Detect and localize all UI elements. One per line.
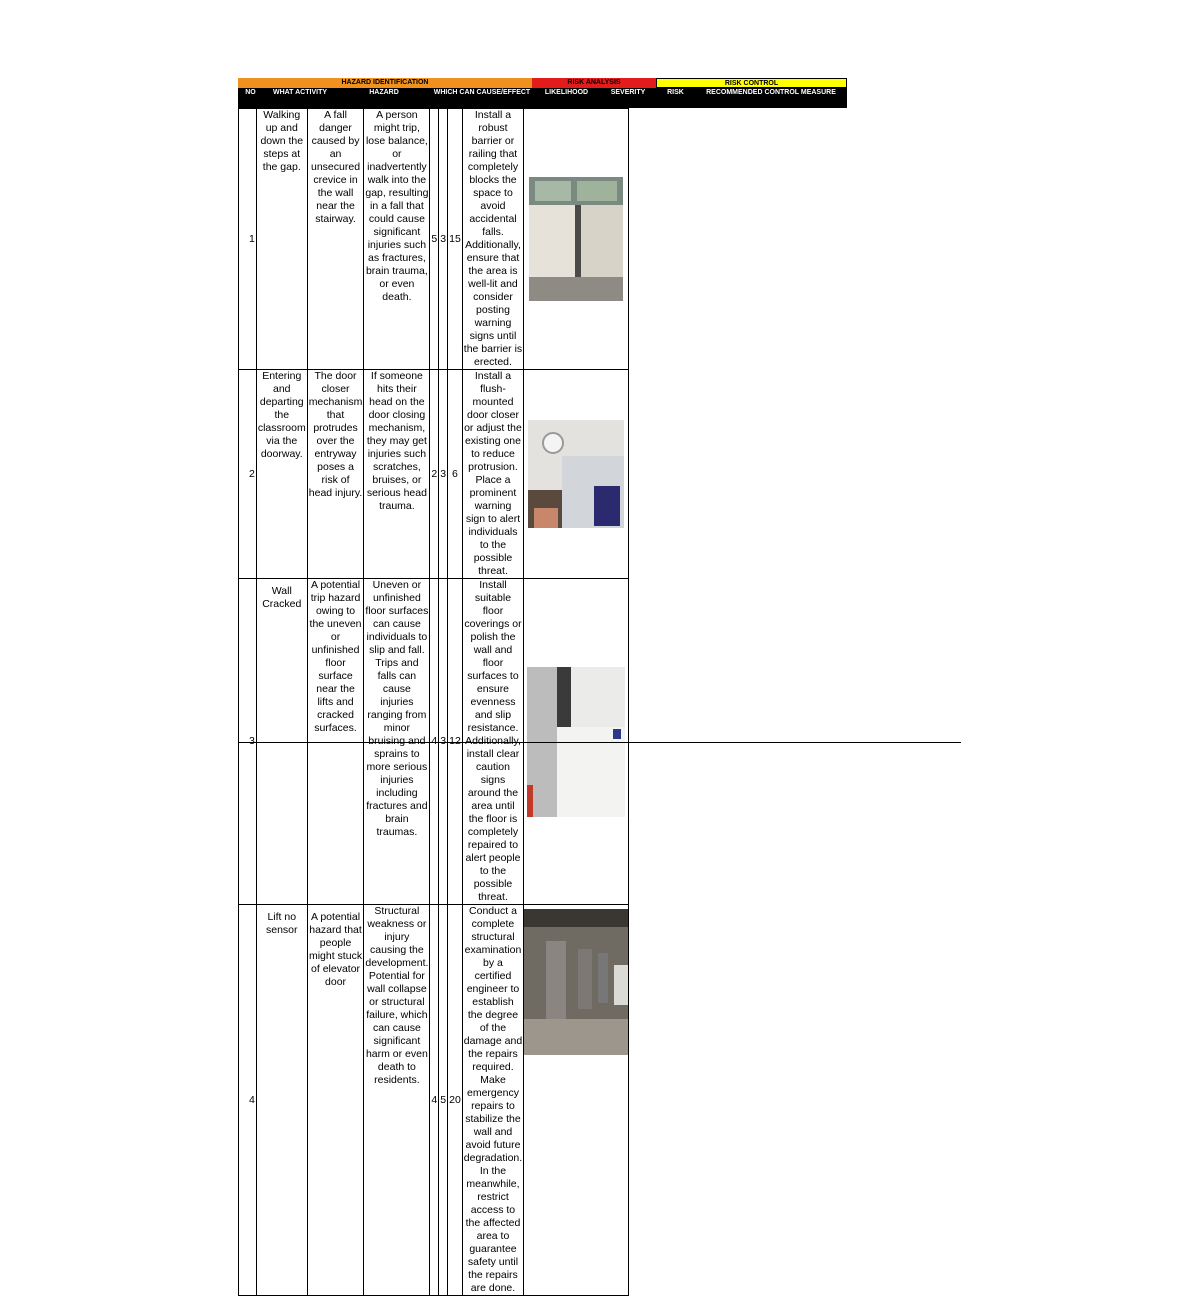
header-risk: RISK	[667, 89, 684, 96]
hazard-cell: A potential hazard that people might stuck of elevator door	[307, 905, 364, 1296]
photo-cell	[524, 370, 629, 579]
severity-cell: 5	[439, 905, 448, 1296]
likelihood-cell: 4	[430, 579, 439, 905]
activity-cell: Entering and departing the classroom via the doorway.	[256, 370, 307, 579]
cause-cell: If someone hits their head on the door closing mechanism, they may get injuries such scratches, bruises, or serious head trauma.	[364, 370, 430, 579]
table-row	[239, 109, 629, 370]
likelihood-cell: 5	[430, 109, 439, 370]
measure-cell: Install a robust barrier or railing that completely blocks the space to avoid accidental falls. Additionally, ensure that the area is well-lit and consider posting warning signs until the barrier is erected.	[463, 109, 523, 368]
hazard-cell: The door closer mechanism that protrudes over the entryway poses a risk of head injury.	[307, 370, 364, 579]
row-number: 2	[239, 370, 257, 579]
cause-cell: Uneven or unfinished floor surfaces can cause individuals to slip and fall. Trips and falls can cause injuries ranging from minor bruising and sprains to more serious injuries including fractures and brain traumas.	[364, 579, 430, 905]
cause-cell: Structural weakness or injury causing the development. Potential for wall collapse or structural failure, which can cause significant harm or even death to residents.	[364, 905, 430, 1296]
table-tail-edge	[238, 742, 961, 745]
risk-control-group: RISK CONTROL	[656, 78, 847, 88]
measure-cell: Install a flush-mounted door closer or adjust the existing one to reduce protrusion. Place a prominent warning sign to alert individuals to the possible threat.	[464, 370, 522, 577]
header-cause: WHICH CAN CAUSE/EFFECT	[433, 89, 531, 96]
risk-cell: 12	[448, 579, 463, 905]
row-number: 1	[239, 109, 257, 370]
elevator-lobby-photo	[524, 909, 628, 1055]
photo-cell	[524, 905, 629, 1296]
header-severity: SEVERITY	[610, 89, 646, 96]
header-measure: RECOMMENDED CONTROL MEASURE	[706, 89, 836, 96]
column-header-row	[238, 88, 847, 108]
hazard-cell: A fall danger caused by an unsecured crevice in the wall near the stairway.	[307, 109, 364, 370]
section-group-header	[238, 78, 847, 88]
hazard-cell: A potential trip hazard owing to the uneven or unfinished floor surface near the lifts and cracked surfaces.	[307, 579, 364, 905]
risk-register-table	[238, 108, 629, 1296]
table-row	[239, 905, 629, 1296]
header-likelihood: LIKELIHOOD	[544, 89, 589, 96]
table-row	[239, 370, 629, 579]
likelihood-cell: 4	[430, 905, 439, 1296]
activity-cell: Lift no sensor	[256, 905, 307, 1296]
measure-cell: Conduct a complete structural examination by a certified engineer to establish the degree of the damage and the repairs required. Make emergency repairs to stabilize the wall and avoid future degradation. In the meanwhile, restrict access to the affected area to guarantee safety until the repairs are done.	[463, 905, 523, 1294]
header-hazard: HAZARD	[369, 89, 399, 96]
stairway-gap-photo	[529, 177, 623, 301]
risk-cell: 6	[448, 370, 463, 579]
activity-cell: Wall Cracked	[256, 579, 307, 905]
severity-cell: 3	[439, 370, 448, 579]
severity-cell: 3	[439, 109, 448, 370]
row-number: 4	[239, 905, 257, 1296]
risk-analysis-group: RISK ANALYSIS	[532, 78, 656, 88]
cause-cell: A person might trip, lose balance, or inadvertently walk into the gap, resulting in a fall that could cause significant injuries such as fractures, brain trauma, or even death.	[364, 109, 430, 370]
activity-cell: Walking up and down the steps at the gap.	[256, 109, 307, 370]
severity-cell: 3	[439, 579, 448, 905]
likelihood-cell: 2	[430, 370, 439, 579]
risk-cell: 20	[448, 905, 463, 1296]
header-no: NO	[245, 89, 256, 96]
risk-cell: 15	[448, 109, 463, 370]
hazard-identification-group: HAZARD IDENTIFICATION	[238, 78, 532, 88]
header-activity: WHAT ACTIVITY	[272, 89, 328, 96]
measure-cell: Install suitable floor coverings or polish the wall and floor surfaces to ensure evenness and slip resistance. Additionally, install clear caution signs around the area until the floor is completely repaired to alert people to the possible threat.	[462, 579, 523, 905]
doorway-closer-photo	[528, 420, 624, 528]
photo-cell	[524, 109, 629, 370]
row-number: 3	[239, 579, 257, 905]
